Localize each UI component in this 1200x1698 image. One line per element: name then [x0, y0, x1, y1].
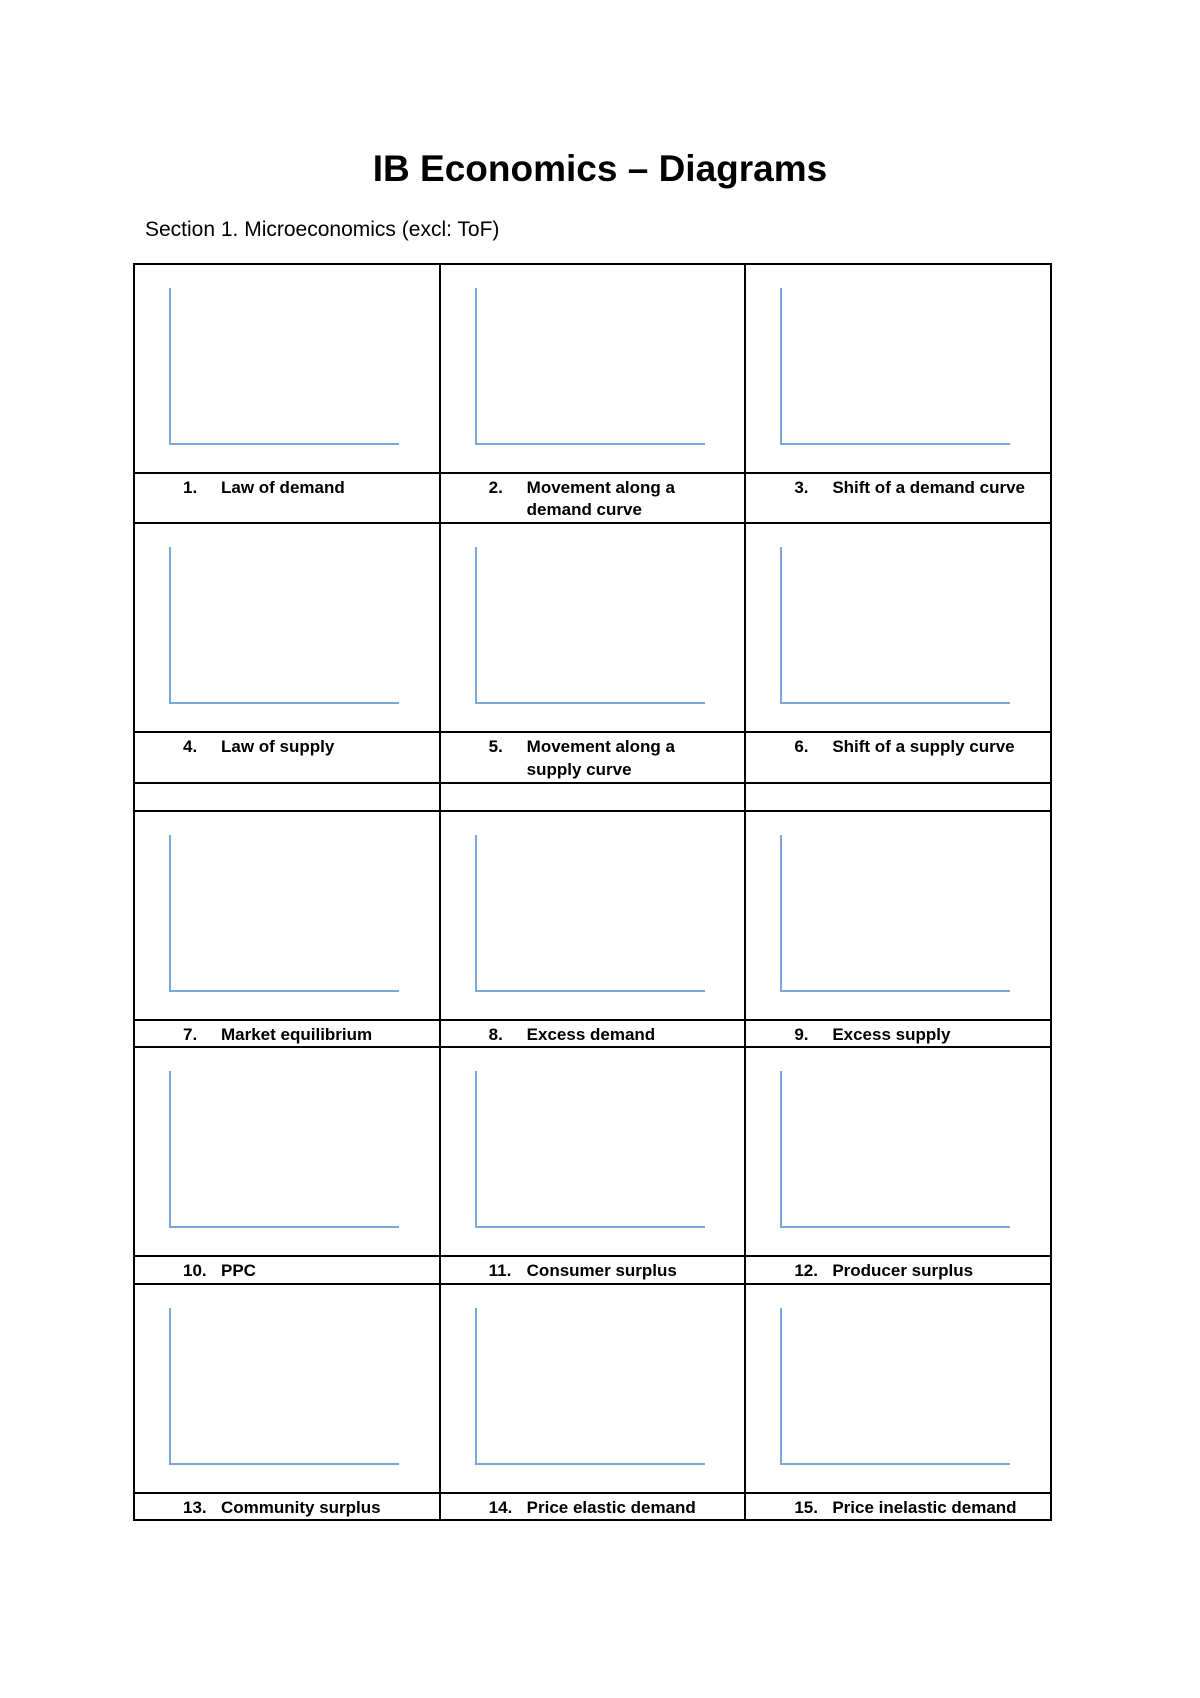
caption-text: Price inelastic demand: [832, 1497, 1017, 1517]
empty-axes: [780, 547, 1010, 704]
caption-number: 6.: [794, 737, 809, 757]
spacer-cell: [440, 783, 746, 811]
diagram-caption: [440, 473, 746, 523]
caption-number: 4.: [183, 737, 198, 757]
caption-text: Community surplus: [221, 1497, 381, 1517]
diagram-caption: [745, 1256, 1051, 1283]
empty-axes: [475, 547, 705, 704]
empty-axes: [169, 288, 399, 445]
caption-text: Producer surplus: [832, 1261, 974, 1281]
caption-number: 13.: [183, 1497, 207, 1517]
diagram-box-6[interactable]: [745, 523, 1051, 732]
caption-text: Excess demand: [526, 1025, 656, 1044]
diagram-box-12[interactable]: [745, 1047, 1051, 1256]
caption-number: 10.: [183, 1261, 207, 1281]
diagram-box-11[interactable]: [440, 1047, 746, 1256]
diagram-caption: [745, 473, 1051, 523]
diagram-box-4[interactable]: [134, 523, 440, 732]
diagram-caption: [745, 1020, 1051, 1047]
diagram-box-2[interactable]: [440, 264, 746, 473]
empty-axes: [475, 1308, 705, 1465]
diagram-box-5[interactable]: [440, 523, 746, 732]
diagram-caption: [745, 732, 1051, 782]
caption-number: 9.: [794, 1025, 809, 1044]
caption-text: Excess supply: [832, 1025, 951, 1044]
diagram-box-7[interactable]: [134, 811, 440, 1020]
page-title: IB Economics – Diagrams: [372, 148, 828, 189]
diagram-caption: [440, 1493, 746, 1520]
caption-text: PPC: [221, 1261, 256, 1281]
empty-axes: [780, 1071, 1010, 1228]
empty-axes: [780, 288, 1010, 445]
caption-text: Law of demand: [221, 478, 345, 498]
empty-axes: [169, 1308, 399, 1465]
empty-axes: [169, 547, 399, 704]
caption-number: 8.: [488, 1025, 503, 1044]
empty-axes: [475, 835, 705, 992]
caption-text: Shift of a supply curve: [832, 737, 1015, 757]
section-heading: Section 1. Microeconomics (excl: ToF): [145, 218, 500, 241]
caption-text: Shift of a demand curve: [832, 478, 1026, 498]
spacer-cell: [134, 783, 440, 811]
diagram-caption: [134, 1256, 440, 1283]
diagram-caption: [134, 473, 440, 523]
diagram-box-15[interactable]: [745, 1284, 1051, 1493]
diagram-box-13[interactable]: [134, 1284, 440, 1493]
diagram-caption: [134, 1493, 440, 1520]
diagram-caption: [440, 1020, 746, 1047]
caption-text: Market equilibrium: [221, 1025, 373, 1044]
empty-axes: [169, 835, 399, 992]
empty-axes: [475, 288, 705, 445]
caption-number: 5.: [488, 737, 503, 757]
caption-number: 11.: [488, 1261, 512, 1281]
empty-axes: [169, 1071, 399, 1228]
diagram-caption: [134, 732, 440, 782]
empty-axes: [780, 1308, 1010, 1465]
caption-text: Law of supply: [221, 737, 335, 757]
caption-number: 15.: [794, 1497, 818, 1517]
empty-axes: [780, 835, 1010, 992]
spacer-cell: [745, 783, 1051, 811]
caption-text: Price elastic demand: [526, 1497, 696, 1517]
diagram-box-3[interactable]: [745, 264, 1051, 473]
caption-text: Consumer surplus: [526, 1261, 677, 1281]
diagram-caption: [134, 1020, 440, 1047]
caption-number: 12.: [794, 1261, 818, 1281]
diagram-box-10[interactable]: [134, 1047, 440, 1256]
caption-number: 1.: [183, 478, 198, 498]
diagram-caption: [440, 1256, 746, 1283]
empty-axes: [475, 1071, 705, 1228]
diagram-box-9[interactable]: [745, 811, 1051, 1020]
diagram-box-8[interactable]: [440, 811, 746, 1020]
caption-number: 14.: [488, 1497, 513, 1517]
caption-number: 3.: [794, 478, 809, 498]
caption-number: 7.: [183, 1025, 198, 1044]
caption-text: Movement along a supply curve: [526, 737, 675, 779]
caption-text: Movement along a demand curve: [526, 478, 675, 520]
diagram-caption: [440, 732, 746, 782]
diagram-caption: [745, 1493, 1051, 1520]
caption-number: 2.: [488, 478, 503, 498]
diagram-grid: [133, 263, 1052, 1521]
diagram-box-14[interactable]: [440, 1284, 746, 1493]
diagram-box-1[interactable]: [134, 264, 440, 473]
